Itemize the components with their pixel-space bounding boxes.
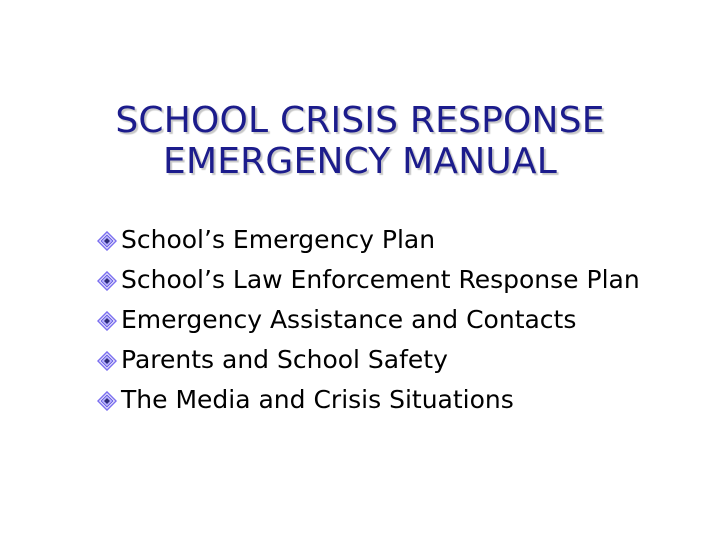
bullet-item [96, 222, 696, 258]
slide-title [60, 100, 660, 182]
slide-title-line-2: EMERGENCY MANUAL [163, 141, 557, 182]
bullet-text: Parents and School Safety [121, 345, 448, 374]
diamond-bullet-icon [97, 231, 117, 251]
bullet-item [96, 382, 696, 418]
bullet-text: Emergency Assistance and Contacts [121, 305, 577, 334]
slide-title-line-1: SCHOOL CRISIS RESPONSE [115, 100, 605, 141]
bullet-text: The Media and Crisis Situations [121, 385, 514, 414]
bullet-item [96, 302, 696, 338]
bullet-item [96, 262, 696, 298]
bullet-list [96, 222, 696, 418]
bullet-text: School’s Emergency Plan [121, 225, 436, 254]
diamond-bullet-icon [97, 391, 117, 411]
diamond-bullet-icon [97, 351, 117, 371]
diamond-bullet-icon [97, 271, 117, 291]
bullet-text: School’s Law Enforcement Response Plan [121, 265, 640, 294]
diamond-bullet-icon [97, 311, 117, 331]
bullet-item [96, 342, 696, 378]
